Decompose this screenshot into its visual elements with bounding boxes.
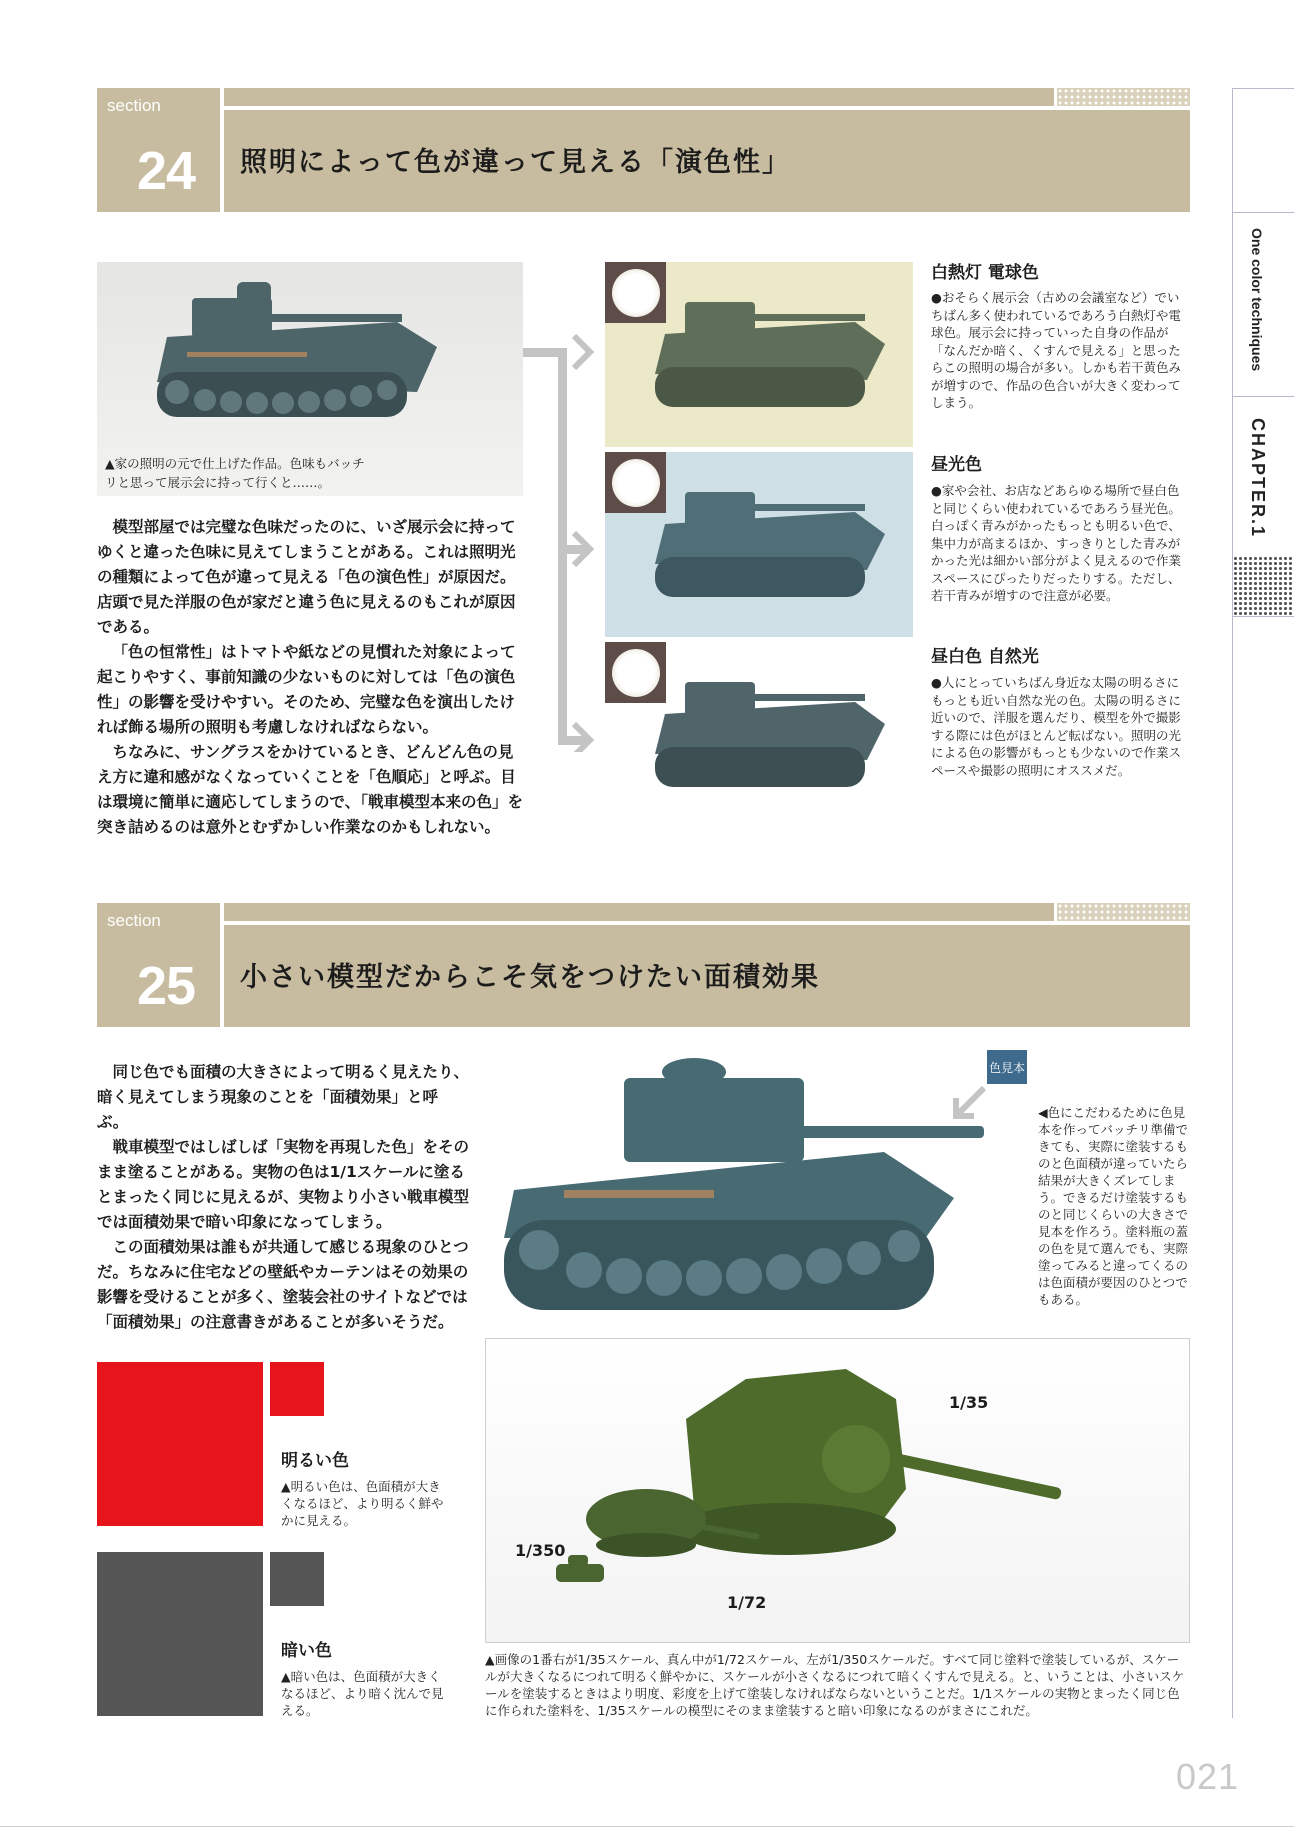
tab-dot-pattern bbox=[1233, 556, 1294, 616]
body-paragraph: 「色の恒常性」はトマトや紙などの見慣れた対象によって起こりやすく、事前知識の少ないものに対しては「色の演色性」の影響を受けやすい。そのため、完璧な色を演出したければ飾る場所の照明も考慮しなければならない。 bbox=[97, 643, 516, 736]
section-25-header bbox=[97, 903, 1190, 1027]
header-title-bar bbox=[224, 110, 1190, 212]
section-number: 25 bbox=[137, 956, 196, 1016]
bright-color-swatch-large bbox=[97, 1362, 263, 1526]
body-paragraph: 戦車模型ではしばしば「実物を再現した色」をそのまま塗ることがある。実物の色は1/1スケールに塗るとまったく同じに見えるが、実物より小さい戦車模型では面積効果で暗い印象になってしまう。 bbox=[97, 1138, 470, 1231]
light-desc-daylight: ●家や会社、お店などあらゆる場所で昼白色と同じくらい使われているであろう昼光色。白っぽく青みがかったもっとも明るい色で、集中力が高まるほか、すっきりとした青みがかった光は細かい部分がよく見えるので作業スペースにぴったりだったりする。ただし、若干青みが増すので注意が必要。 bbox=[931, 483, 1182, 603]
diagonal-arrow-icon bbox=[950, 1084, 990, 1120]
home-photo-caption: ▲家の照明の元で仕上げた作品。色味もバッチリと思って展示会に持って行くと……。 bbox=[105, 456, 365, 490]
page-bottom-line bbox=[0, 1826, 1294, 1827]
body-paragraph: ちなみに、サングラスをかけているとき、どんどん色の見え方に違和感がなくなっていくことを「色順応」と呼ぶ。目は環境に簡単に適応してしまうので、「戦車模型本来の色」を突き詰めるのは意外とむずかしい作業なのかもしれない。 bbox=[97, 743, 523, 836]
header-bar bbox=[224, 903, 1054, 921]
color-sample-tag: 色見本 bbox=[987, 1050, 1027, 1084]
arrow-heads bbox=[560, 332, 600, 752]
scale-label-1-35: 1/35 bbox=[949, 1393, 989, 1412]
tab-separator bbox=[1232, 396, 1294, 397]
scale-label-1-72: 1/72 bbox=[727, 1593, 767, 1612]
scale-caption: ▲画像の1番右が1/35スケール、真ん中が1/72スケール、左が1/350スケールだ。すべて同じ塗料で塗装しているが、スケールが大きくなるにつれて明るく鮮やかに、スケールが小さくなるにつれて暗くくすんで見える。と、いうことは、小さいスケールを塗装するときはより明度、彩度を上げて塗装しなければならないということだ。1/1スケールの実物とまったく同じ色に作られた塗料を、1/35スケールの模型にそのまま塗装すると暗い印象になるのがまさにこれだ。 bbox=[485, 1652, 1185, 1718]
section-label: section bbox=[107, 96, 161, 115]
section-number-box bbox=[97, 88, 220, 212]
chapter-label: CHAPTER.1 bbox=[1248, 418, 1268, 539]
tank-illustration bbox=[484, 1040, 1024, 1340]
section-number-box bbox=[97, 903, 220, 1027]
header-dot-pattern bbox=[1057, 88, 1190, 106]
light-title-natural: 昼白色 自然光 bbox=[931, 647, 1039, 667]
light-title-incandescent: 白熱灯 電球色 bbox=[931, 263, 1039, 283]
lamp-icon bbox=[605, 642, 666, 703]
section-label: section bbox=[107, 911, 161, 930]
light-title-daylight: 昼光色 bbox=[931, 455, 982, 475]
light-desc-incandescent: ●おそらく展示会（古めの会議室など）でいちばん多く使われているであろう白熱灯や電球色。展示会に持っていった自身の作品が「なんだか暗く、くすんで見える」と思ったらこの照明の場合が多い。しかも若干黄色みが増すので、作品の色合いが大きく変わってしまう。 bbox=[931, 290, 1182, 410]
section-number: 24 bbox=[137, 141, 196, 201]
scale-label-1-350: 1/350 bbox=[515, 1541, 566, 1560]
dark-color-desc: ▲暗い色は、色面積が大きくなるほど、より暗く沈んで見える。 bbox=[281, 1669, 444, 1718]
dark-color-title: 暗い色 bbox=[281, 1641, 332, 1661]
body-paragraph: 同じ色でも面積の大きさによって明るく見えたり、暗く見えてしまう現象のことを「面積効果」と呼ぶ。 bbox=[97, 1063, 470, 1131]
dark-color-swatch-small bbox=[270, 1552, 324, 1606]
lamp-icon bbox=[605, 452, 666, 513]
header-bar bbox=[224, 88, 1054, 106]
series-title: One color techniques bbox=[1249, 228, 1265, 372]
body-paragraph: 模型部屋では完璧な色味だったのに、いざ展示会に持ってゆくと違った色味に見えてしまうことがある。これは照明光の種類によって色が違って見える「色の演色性」が原因だ。店頭で見た洋服の色が家だと違う色に見えるのもこれが原因である。 bbox=[97, 518, 516, 636]
home-light-tank-photo bbox=[97, 262, 523, 496]
scale-comparison-photo bbox=[485, 1338, 1190, 1643]
lamp-icon bbox=[605, 262, 666, 323]
header-dot-pattern bbox=[1057, 903, 1190, 921]
section-title: 小さい模型だからこそ気をつけたい面積効果 bbox=[240, 962, 820, 993]
bright-color-swatch-small bbox=[270, 1362, 324, 1416]
tab-separator bbox=[1232, 212, 1294, 213]
section-title: 照明によって色が違って見える「演色性」 bbox=[240, 147, 791, 178]
page-number: 021 bbox=[1176, 1756, 1240, 1797]
body-paragraph: この面積効果は誰もが共通して感じる現象のひとつだ。ちなみに住宅などの壁紙やカーテンはその効果の影響を受けることが多く、塗装会社のサイトなどでは「面積効果」の注意書きがあることが多いそうだ。 bbox=[97, 1238, 469, 1331]
side-divider-line bbox=[1232, 88, 1233, 1718]
tab-separator bbox=[1232, 88, 1294, 89]
bright-color-title: 明るい色 bbox=[281, 1451, 349, 1471]
color-sample-tank-photo bbox=[484, 1040, 1024, 1340]
header-title-bar bbox=[224, 925, 1190, 1027]
bright-color-desc: ▲明るい色は、色面積が大きくなるほど、より明るく鮮やかに見える。 bbox=[281, 1479, 444, 1528]
turret-illustration bbox=[486, 1339, 1189, 1642]
dark-color-swatch-large bbox=[97, 1552, 263, 1716]
section-25-body bbox=[97, 1060, 469, 1335]
tab-separator bbox=[1232, 616, 1294, 617]
section-24-body bbox=[97, 515, 525, 840]
section-24-header bbox=[97, 88, 1190, 212]
color-sample-caption: ◀色にこだわるために色見本を作ってバッチリ準備できても、実際に塗装するものと色面積が違っていたら結果が大きくズレてしまう。できるだけ塗装するものと同じくらいの大きさで見本を作ろう。塗料瓶の蓋の色を見て選んでも、実際塗ってみると違ってくるのは色面積が要因のひとつでもある。 bbox=[1038, 1105, 1189, 1307]
light-desc-natural: ●人にとっていちばん身近な太陽の明るさにもっとも近い自然な光の色。太陽の明るさに近いので、洋服を選んだり、模型を外で撮影する際には色がほとんど転ばない。照明の光による色の影響がもっとも少ないので作業スペースや撮影の照明にオススメだ。 bbox=[931, 675, 1182, 778]
